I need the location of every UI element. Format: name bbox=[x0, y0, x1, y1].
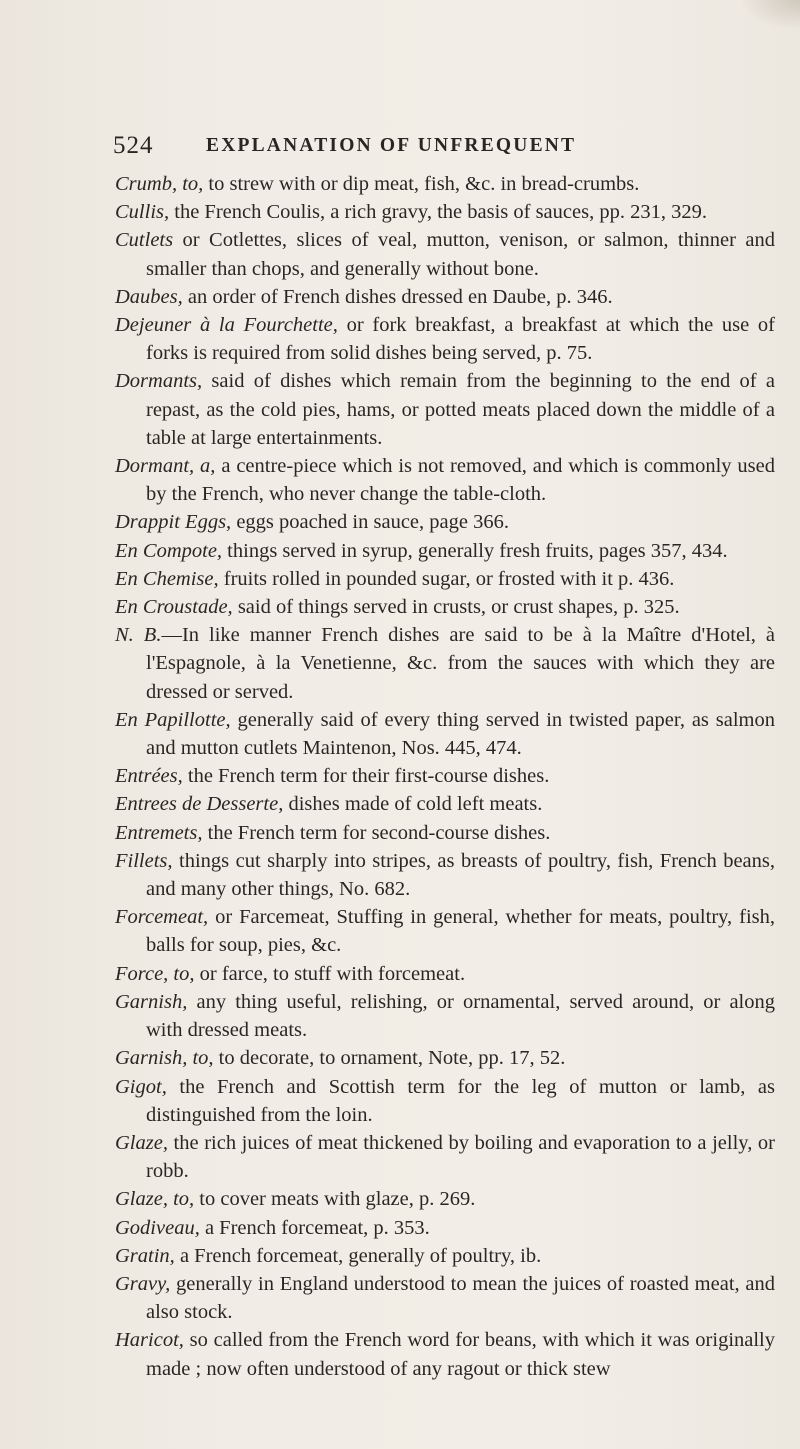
glossary-entry bbox=[115, 1270, 775, 1326]
entry-definition: a French forcemeat, p. 353. bbox=[199, 1216, 430, 1239]
glossary-entry bbox=[115, 706, 775, 762]
entry-term: Glaze, bbox=[115, 1131, 168, 1154]
glossary-entry bbox=[115, 1214, 775, 1242]
entry-definition: the French Coulis, a rich gravy, the basis of sauces, pp. 231, 329. bbox=[169, 201, 707, 224]
glossary-entry bbox=[115, 1242, 775, 1270]
entry-term: N. B. bbox=[115, 624, 162, 647]
entry-term: Glaze, to, bbox=[115, 1188, 195, 1211]
glossary-entry bbox=[115, 1073, 775, 1129]
glossary-entry bbox=[115, 847, 775, 903]
entry-definition: generally in England understood to mean the juices of roasted meat, and also stock. bbox=[146, 1272, 775, 1324]
entry-definition: an order of French dishes dressed en Daube, p. 346. bbox=[182, 285, 613, 308]
entry-term: Entrees de Desserte, bbox=[115, 793, 284, 816]
glossary-entry bbox=[115, 367, 775, 452]
entry-definition: generally said of every thing served in twisted paper, as salmon and mutton cutlets Maintenon, Nos. 445, 474. bbox=[146, 708, 775, 760]
glossary-entry bbox=[115, 565, 775, 593]
entry-definition: said of things served in crusts, or crust shapes, p. 325. bbox=[232, 596, 680, 619]
glossary-entry bbox=[115, 226, 775, 282]
glossary-entry bbox=[115, 1044, 775, 1072]
glossary-entry bbox=[115, 903, 775, 959]
entry-definition: things served in syrup, generally fresh fruits, pages 357, 434. bbox=[222, 539, 728, 562]
entry-definition: so called from the French word for beans, with which it was originally made ; now often understood of any ragout or thick stew bbox=[146, 1329, 775, 1380]
entry-term: Gravy, bbox=[115, 1272, 171, 1295]
entry-term: Entremets, bbox=[115, 821, 203, 844]
page-corner-shadow bbox=[740, 0, 800, 30]
entry-term: Daubes, bbox=[115, 285, 183, 308]
entry-definition: —In like manner French dishes are said to be à la Maître d'Hotel, à l'Espagnole, à la Venetienne, &c. from the sauces with which they are dressed or served. bbox=[146, 624, 775, 703]
page-header bbox=[113, 132, 763, 164]
entry-term: Haricot, bbox=[115, 1329, 184, 1352]
glossary-entries bbox=[115, 170, 775, 1383]
entry-term: Cullis, bbox=[115, 201, 170, 224]
entry-term: Fillets, bbox=[115, 849, 173, 872]
entry-definition: any thing useful, relishing, or ornamental, served around, or along with dressed meats. bbox=[146, 990, 775, 1042]
glossary-entry bbox=[115, 283, 775, 311]
entry-term: Crumb, to, bbox=[115, 173, 204, 195]
entry-definition: things cut sharply into stripes, as breasts of poultry, fish, French beans, and many other things, No. 682. bbox=[146, 849, 775, 901]
entry-term: Gigot, bbox=[115, 1075, 167, 1098]
entry-term: Garnish, bbox=[115, 990, 188, 1013]
entry-definition: fruits rolled in pounded sugar, or frosted with it p. 436. bbox=[218, 567, 675, 590]
entry-definition: the rich juices of meat thickened by boiling and evaporation to a jelly, or robb. bbox=[146, 1131, 775, 1183]
glossary-entry bbox=[115, 1185, 775, 1213]
glossary-entry bbox=[115, 819, 775, 847]
entry-term: Godiveau, bbox=[115, 1216, 200, 1239]
glossary-entry bbox=[115, 311, 775, 367]
entry-term: Gratin, bbox=[115, 1244, 175, 1267]
entry-definition: the French and Scottish term for the leg of mutton or lamb, as distinguished from the loin. bbox=[146, 1075, 775, 1126]
entry-term: En Compote, bbox=[115, 539, 223, 562]
glossary-entry bbox=[115, 1129, 775, 1185]
entry-definition: the French term for second-course dishes. bbox=[202, 821, 551, 844]
entry-term: Forcemeat, bbox=[115, 906, 209, 929]
glossary-entry bbox=[115, 1326, 775, 1382]
entry-term: En Chemise, bbox=[115, 567, 219, 590]
entry-term: Dejeuner à la Fourchette, bbox=[115, 314, 338, 337]
glossary-entry bbox=[115, 452, 775, 508]
entry-term: Garnish, to, bbox=[115, 1047, 214, 1070]
entry-term: Force, to, bbox=[115, 962, 195, 985]
entry-definition: to decorate, to ornament, Note, pp. 17, 52. bbox=[213, 1047, 566, 1070]
glossary-entry bbox=[115, 762, 775, 790]
entry-definition: dishes made of cold left meats. bbox=[283, 793, 543, 816]
entry-term: Cutlets bbox=[115, 229, 174, 252]
entry-term: Dormants, bbox=[115, 370, 203, 393]
entry-term: Drappit Eggs, bbox=[115, 511, 232, 534]
entry-definition: to strew with or dip meat, fish, &c. in bread-crumbs. bbox=[203, 173, 640, 195]
entry-definition: or farce, to stuff with forcemeat. bbox=[194, 962, 466, 985]
entry-definition: to cover meats with glaze, p. 269. bbox=[194, 1188, 476, 1211]
entry-definition: or Farcemeat, Stuffing in general, whether for meats, poultry, fish, balls for soup, pies, &c. bbox=[146, 906, 775, 957]
entry-definition: a French forcemeat, generally of poultry, ib. bbox=[174, 1244, 542, 1267]
entry-term: Dormant, a, bbox=[115, 455, 216, 478]
entry-term: En Croustade, bbox=[115, 596, 233, 619]
entry-term: En Papillotte, bbox=[115, 708, 231, 731]
glossary-entry bbox=[115, 988, 775, 1044]
glossary-entry bbox=[115, 790, 775, 818]
glossary-note bbox=[115, 621, 775, 706]
entry-definition: or Cotlettes, slices of veal, mutton, venison, or salmon, thinner and smaller than chops, and generally without bone. bbox=[146, 229, 775, 280]
page-number: 524 bbox=[113, 132, 154, 159]
glossary-entry bbox=[115, 170, 775, 198]
entry-definition: said of dishes which remain from the beginning to the end of a repast, as the cold pies, hams, or potted meats placed down the middle of a table at large entertainments. bbox=[146, 370, 775, 449]
glossary-entry bbox=[115, 537, 775, 565]
entry-term: Entrées, bbox=[115, 765, 183, 788]
glossary-entry bbox=[115, 508, 775, 536]
entry-definition: the French term for their first-course dishes. bbox=[182, 765, 550, 788]
entry-definition: a centre-piece which is not removed, and which is commonly used by the French, who never change the table-cloth. bbox=[146, 455, 775, 506]
running-head: EXPLANATION OF UNFREQUENT bbox=[206, 135, 577, 156]
glossary-entry bbox=[115, 593, 775, 621]
glossary-entry bbox=[115, 960, 775, 988]
entry-definition: eggs poached in sauce, page 366. bbox=[231, 511, 509, 534]
glossary-entry bbox=[115, 198, 775, 226]
entry-definition: or fork breakfast, a breakfast at which the use of forks is required from solid dishes being served, p. 75. bbox=[146, 314, 775, 365]
